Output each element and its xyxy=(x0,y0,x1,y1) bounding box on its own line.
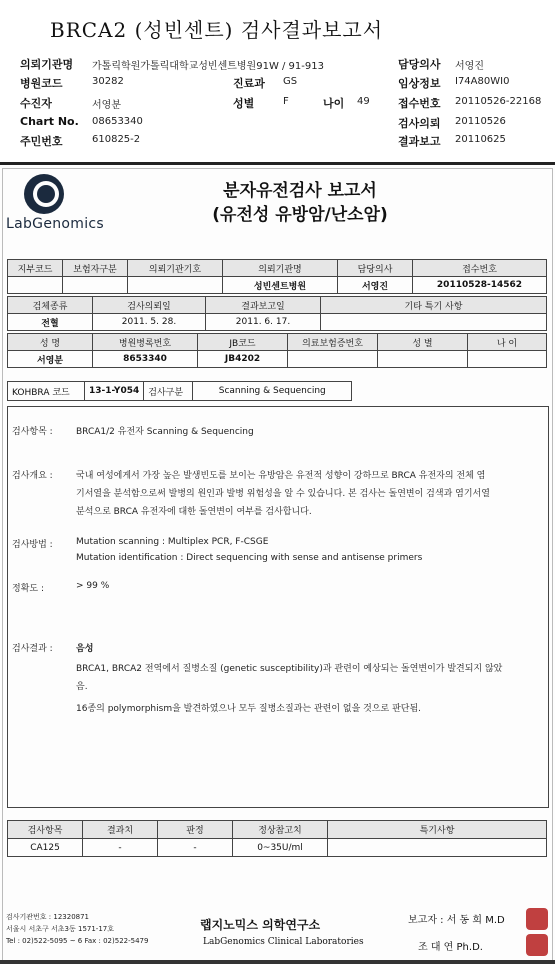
label-hospital-code: 병원코드 xyxy=(20,77,63,90)
head-doctor: 담당의사 xyxy=(338,260,413,277)
info-table-top xyxy=(7,259,547,294)
head-branch-code: 지부코드 xyxy=(8,260,63,277)
reporter-seal-icon xyxy=(526,908,548,930)
result-label: 검사결과 : xyxy=(12,644,53,654)
result-line-1: BRCA1, BRCA2 전역에서 질병소질 (genetic susceptibility)과 관련이 예상되는 돌연변이가 발견되지 않았 xyxy=(76,664,503,674)
lab-name-korean: 랩지노믹스 의학연구소 xyxy=(200,918,321,932)
header-divider xyxy=(0,162,555,165)
result-table xyxy=(7,820,547,857)
bottom-edge xyxy=(0,960,555,964)
head-institution-code: 의뢰기관기호 xyxy=(128,260,223,277)
cell-institution-code xyxy=(128,277,223,294)
cell-sex xyxy=(378,351,468,368)
label-patient: 수진자 xyxy=(20,97,52,110)
label-chart-no: Chart No. xyxy=(20,115,79,128)
label-institution: 의뢰기관명 xyxy=(20,58,74,71)
test-type-label: 검사구분 xyxy=(144,382,193,401)
cell-remarks xyxy=(321,314,547,331)
cell-accession: 20110528-14562 xyxy=(413,277,547,294)
head-request-date: 검사의뢰일 xyxy=(93,297,206,314)
head-insurance-no: 의료보험증번호 xyxy=(288,334,378,351)
value-doctor: 서영진 xyxy=(455,61,484,72)
accuracy-value: > 99 % xyxy=(76,581,110,591)
cell-report-date: 2011. 6. 17. xyxy=(206,314,321,331)
reporter-signature-line: 보고자 : 서 동 희 M.D xyxy=(408,915,505,926)
report-title: BRCA2 (성빈센트) 검사결과보고서 xyxy=(50,18,384,42)
head-specimen: 검체종류 xyxy=(8,297,93,314)
label-report-date: 결과보고 xyxy=(398,135,441,148)
cell-insurance-no xyxy=(288,351,378,368)
value-accession: 20110526-22168 xyxy=(455,96,542,107)
method-line-1: Mutation scanning : Multiplex PCR, F-CSGE xyxy=(76,537,269,547)
value-chart-no: 08653340 xyxy=(92,116,143,127)
res-cell-judgement: - xyxy=(158,839,233,857)
label-doctor: 담당의사 xyxy=(398,58,441,71)
result-value: 음성 xyxy=(76,644,94,654)
head-jb-code: JB코드 xyxy=(198,334,288,351)
scanned-report-sheet xyxy=(0,166,555,964)
label-age: 나이 xyxy=(323,97,345,110)
cell-institution-name: 성빈센트병원 xyxy=(223,277,338,294)
res-cell-reference: 0~35U/ml xyxy=(233,839,328,857)
lab-name-english: LabGenomics Clinical Laboratories xyxy=(203,937,364,947)
value-age: 49 xyxy=(357,96,370,107)
head-name: 성 명 xyxy=(8,334,93,351)
head-record-no: 병원병록번호 xyxy=(93,334,198,351)
logo-core xyxy=(37,185,55,203)
cell-jb-code: JB4202 xyxy=(198,351,288,368)
cell-branch-code xyxy=(8,277,63,294)
value-sex: F xyxy=(283,96,289,107)
sheet-subtitle: (유전성 유방암/난소암) xyxy=(212,205,388,225)
label-request-date: 검사의뢰 xyxy=(398,117,441,130)
item-value: BRCA1/2 유전자 Scanning & Sequencing xyxy=(76,427,254,437)
method-line-2: Mutation identification : Direct sequencing with sense and antisense primers xyxy=(76,553,423,563)
res-cell-value: - xyxy=(83,839,158,857)
cell-name: 서영분 xyxy=(8,351,93,368)
result-line-2: 음. xyxy=(76,682,88,692)
res-cell-notes xyxy=(328,839,547,857)
res-cell-item: CA125 xyxy=(8,839,83,857)
head-age: 나 이 xyxy=(468,334,547,351)
cell-request-date: 2011. 5. 28. xyxy=(93,314,206,331)
cell-doctor: 서영진 xyxy=(338,277,413,294)
overview-line-3: 분석으로 BRCA 유전자에 대한 돌연변이 여부를 검사합니다. xyxy=(76,507,312,517)
label-resident-no: 주민번호 xyxy=(20,135,63,148)
value-department: GS xyxy=(283,76,298,87)
label-accession: 접수번호 xyxy=(398,97,441,110)
report-body xyxy=(7,406,549,808)
info-table-middle xyxy=(7,296,547,331)
accuracy-label: 정확도 : xyxy=(12,584,44,594)
label-clinical-info: 임상정보 xyxy=(398,77,441,90)
res-head-item: 검사항목 xyxy=(8,821,83,839)
value-resident-no: 610825-2 xyxy=(92,134,141,145)
value-institution: 가톨릭학원가톨릭대학교성빈센트병원91W / 91-913 xyxy=(92,61,324,72)
info-table-bottom xyxy=(7,333,547,368)
head-report-date: 결과보고일 xyxy=(206,297,321,314)
res-head-value: 결과치 xyxy=(83,821,158,839)
cell-record-no: 8653340 xyxy=(93,351,198,368)
reviewer-seal-icon xyxy=(526,934,548,956)
value-patient: 서영분 xyxy=(92,100,121,111)
lab-phone-fax: Tel : 02)522-5095 ~ 6 Fax : 02)522-5479 xyxy=(6,937,149,945)
kohbra-table xyxy=(7,381,352,401)
head-institution-name: 의뢰기관명 xyxy=(223,260,338,277)
label-department: 진료과 xyxy=(233,77,265,90)
head-accession: 접수번호 xyxy=(413,260,547,277)
method-label: 검사방법 : xyxy=(12,540,53,550)
sheet-title: 분자유전검사 보고서 xyxy=(223,181,377,201)
item-label: 검사항목 : xyxy=(12,427,53,437)
head-sex: 성 별 xyxy=(378,334,468,351)
kohbra-label: KOHBRA 코드 xyxy=(8,382,85,401)
lab-address: 서울시 서초구 서초3동 1571-17호 xyxy=(6,925,114,933)
report-header xyxy=(0,0,555,166)
value-hospital-code: 30282 xyxy=(92,76,124,87)
label-sex: 성별 xyxy=(233,97,255,110)
head-remarks: 기타 특기 사항 xyxy=(321,297,547,314)
cell-insurer-type xyxy=(63,277,128,294)
cell-age xyxy=(468,351,547,368)
reviewer-signature-line: 조 대 연 Ph.D. xyxy=(418,942,483,953)
lab-contact-info xyxy=(6,911,148,947)
head-insurer-type: 보험자구분 xyxy=(63,260,128,277)
lab-license-no: 검사기관번호 : 12320871 xyxy=(6,913,90,921)
res-head-notes: 특기사항 xyxy=(328,821,547,839)
value-report-date: 20110625 xyxy=(455,134,506,145)
cell-specimen: 전혈 xyxy=(8,314,93,331)
res-head-reference: 정상참고치 xyxy=(233,821,328,839)
overview-label: 검사개요 : xyxy=(12,471,53,481)
result-line-3: 16종의 polymorphism을 발견하였으나 모두 질병소질과는 관련이 없을 것으로 판단됨. xyxy=(76,704,422,714)
overview-line-2: 기서열을 분석함으로써 발병의 원인과 발병 위험성을 알 수 있습니다. 본 검사는 돌연변이 검색과 염기서열 xyxy=(76,489,490,499)
value-clinical-info: I74A80WI0 xyxy=(455,76,510,87)
kohbra-code: 13-1-Y054 xyxy=(85,382,144,401)
value-request-date: 20110526 xyxy=(455,116,506,127)
overview-line-1: 국내 여성에게서 가장 높은 발생빈도를 보이는 유방암은 유전적 성향이 강하므로 BRCA 유전자의 전체 염 xyxy=(76,471,486,481)
res-head-judgement: 판정 xyxy=(158,821,233,839)
logo-text: LabGenomics xyxy=(6,216,104,232)
test-type-value: Scanning & Sequencing xyxy=(193,382,352,401)
